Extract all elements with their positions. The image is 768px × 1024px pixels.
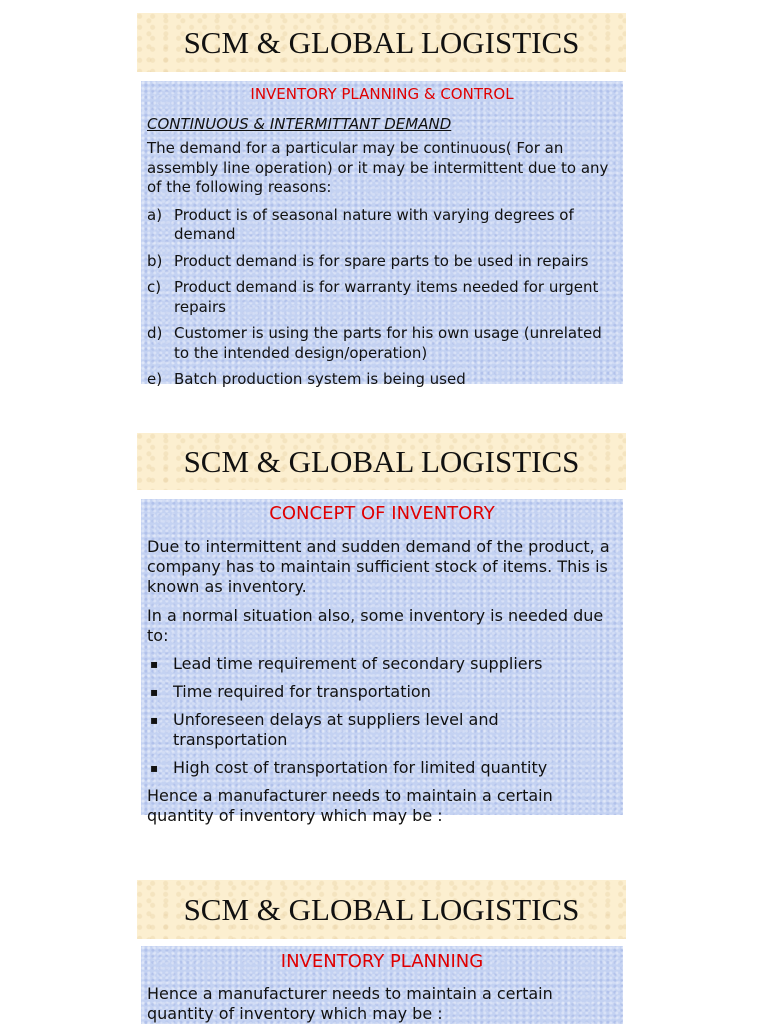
- slide2-bullet-item: [147, 682, 617, 702]
- slide1-list-item: [147, 370, 617, 390]
- list-item-text: Batch production system is being used: [174, 370, 466, 388]
- square-bullet-icon: ▪: [150, 713, 159, 727]
- bullet-text: Unforeseen delays at suppliers level and transportation: [173, 710, 499, 749]
- list-item-text: Product demand is for spare parts to be used in repairs: [174, 251, 589, 270]
- slide1-list: [147, 206, 617, 390]
- slide1-content: [141, 81, 623, 388]
- slide1-title: SCM & GLOBAL LOGISTICS: [137, 13, 626, 72]
- slide1-list-item: [147, 252, 617, 272]
- slide2-para3: Hence a manufacturer needs to maintain a certain quantity of inventory which may be :: [147, 786, 553, 825]
- list-item-text: Customer is using the parts for his own usage (unrelated to the intended design/operation): [174, 324, 602, 362]
- slide2-bullet-item: [147, 654, 617, 674]
- list-marker: b): [147, 251, 163, 270]
- list-marker: c): [147, 278, 162, 296]
- square-bullet-icon: ▪: [150, 761, 159, 775]
- slide1-list-item: [147, 278, 617, 317]
- bullet-text: High cost of transportation for limited quantity: [173, 758, 548, 777]
- slide2-title: SCM & GLOBAL LOGISTICS: [137, 433, 626, 490]
- bullet-text: Time required for transportation: [173, 682, 431, 701]
- slide1-intro: The demand for a particular may be continuous( For an assembly line operation) or it may be intermittent due to any of the following reasons:: [147, 139, 609, 196]
- slide2-bullets: [147, 654, 617, 778]
- list-item-text: Product is of seasonal nature with varying degrees of demand: [174, 205, 574, 243]
- slide2-content: [141, 499, 623, 825]
- list-marker: a): [147, 205, 163, 224]
- slide2-para2: In a normal situation also, some inventory is needed due to:: [147, 606, 604, 645]
- slide1-list-item: [147, 324, 617, 363]
- slide1-list-item: [147, 206, 617, 245]
- list-marker: d): [147, 324, 163, 342]
- slide1-subheading: CONTINUOUS & INTERMITTANT DEMAND: [147, 115, 452, 133]
- slide1-heading: INVENTORY PLANNING & CONTROL: [250, 85, 514, 103]
- slide3-heading: INVENTORY PLANNING: [280, 951, 484, 972]
- list-marker: e): [147, 370, 163, 388]
- slide2-bullet-item: [147, 710, 617, 750]
- slide2-heading: CONCEPT OF INVENTORY: [269, 503, 495, 524]
- slide2-bullet-item: [147, 758, 617, 778]
- list-item-text: Product demand is for warranty items needed for urgent repairs: [174, 278, 599, 316]
- square-bullet-icon: ▪: [150, 685, 159, 699]
- slide3-content: [141, 946, 623, 1024]
- bullet-text: Lead time requirement of secondary suppliers: [173, 654, 543, 673]
- slide2-para1: Due to intermittent and sudden demand of the product, a company has to maintain sufficient stock of items. This is known as inventory.: [147, 537, 610, 596]
- square-bullet-icon: ▪: [150, 657, 159, 671]
- slide3-para1: Hence a manufacturer needs to maintain a certain quantity of inventory which may be :: [147, 984, 553, 1023]
- slide3-title: SCM & GLOBAL LOGISTICS: [137, 880, 626, 939]
